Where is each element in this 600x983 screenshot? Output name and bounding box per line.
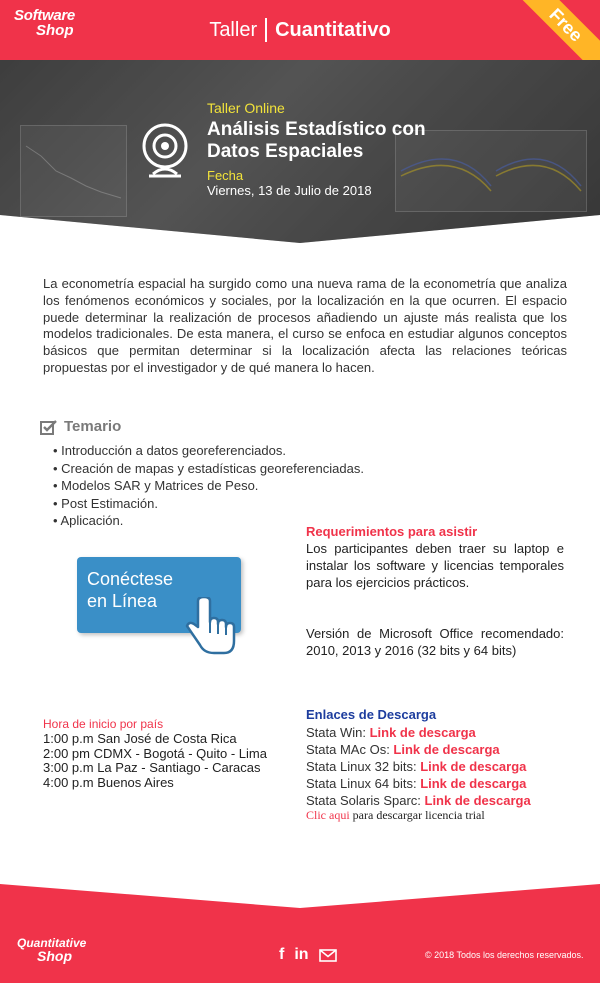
email-icon[interactable]: [319, 949, 337, 962]
requirements-title: Requerimientos para asistir: [306, 524, 478, 539]
hero-title: [207, 119, 426, 163]
social-links: [279, 946, 337, 964]
hero-subtitle: Taller Online: [207, 100, 285, 116]
download-link[interactable]: Link de descarga: [393, 742, 500, 757]
linkedin-icon[interactable]: in: [294, 946, 309, 963]
copyright-text: © 2018 Todos los derechos reservados.: [425, 950, 584, 960]
free-ribbon: Free: [514, 0, 600, 60]
requirements-body: Los participantes deben traer su laptop e instalar los software y licencias temporales para los ejercicios prácticos.: [306, 541, 564, 590]
footer-logo-line1: Quantitative: [17, 936, 87, 950]
download-label: Stata Solaris Sparc:: [306, 793, 425, 808]
download-label: Stata MAc Os:: [306, 742, 394, 757]
intro-paragraph: La econometría espacial ha surgido como una nueva rama de la econometría que analiza los fenómenos económicos y sociales, por la localización en la que ocurren. El espacio puede determinar la realización de procesos añadiendo un ajuste más realista que los modelos tradicionales. De esta manera, el curso se enfoca en estudiar algunos conceptos básicos que permitan determinar si la localización afecta las relaciones teóricas propuestas por el investigador y de qué manera lo hacen.: [43, 276, 567, 375]
start-time-list: [43, 732, 267, 790]
header-divider: [265, 18, 267, 42]
temario-title: Temario: [64, 418, 122, 435]
temario-heading: [40, 418, 121, 435]
download-link[interactable]: Link de descarga: [420, 776, 527, 791]
download-label: Stata Linux 64 bits:: [306, 776, 421, 791]
list-item: • Post Estimación.: [53, 495, 364, 513]
download-link[interactable]: Link de descarga: [369, 725, 476, 740]
download-link[interactable]: Link de descarga: [420, 759, 527, 774]
list-item: 1:00 p.m San José de Costa Rica: [43, 731, 237, 746]
hero-date-label: Fecha: [207, 168, 244, 183]
downloads-title: Enlaces de Descarga: [306, 707, 437, 722]
requirements-version: Versión de Microsoft Office recomendado: 2010, 2013 y 2016 (32 bits y 64 bits): [306, 626, 564, 658]
list-item: 2:00 pm CDMX - Bogotá - Quito - Lima: [43, 745, 267, 761]
header-bar: [0, 0, 600, 60]
quantitative-shop-logo[interactable]: [17, 937, 86, 963]
trial-license-line: [306, 808, 485, 823]
logo-line1: Software: [14, 7, 75, 24]
list-item: • Introducción a datos georeferenciados.: [53, 442, 364, 460]
hero-date: Viernes, 13 de Julio de 2018: [207, 183, 372, 198]
logo-line2: Shop: [36, 22, 74, 39]
download-link[interactable]: Link de descarga: [424, 793, 531, 808]
checkbox-icon: [40, 419, 58, 435]
footer-bar: [0, 884, 600, 983]
download-label: Stata Win:: [306, 725, 370, 740]
download-row-linux32: [306, 758, 531, 775]
trial-text: para descargar licencia trial: [349, 808, 485, 822]
list-item: • Creación de mapas y estadísticas georeferenciadas.: [53, 460, 364, 478]
temario-list: [53, 442, 364, 530]
list-item: • Aplicación.: [53, 512, 364, 530]
list-item: 4:00 p.m Buenos Aires: [43, 774, 174, 790]
facebook-icon[interactable]: f: [279, 946, 285, 963]
hand-pointer-icon[interactable]: [180, 597, 242, 659]
list-item: 3:00 p.m La Paz - Santiago - Caracas: [43, 760, 261, 775]
hero-title-line2: Datos Espaciales: [207, 141, 364, 162]
downloads-list: [306, 724, 531, 809]
download-row-mac: [306, 741, 531, 758]
connect-line2: en Línea: [87, 591, 158, 611]
download-label: Stata Linux 32 bits:: [306, 759, 421, 774]
webcam-icon: [133, 118, 197, 182]
start-time-title: Hora de inicio por país: [43, 717, 164, 731]
hero-title-line1: Análisis Estadístico con: [207, 119, 426, 140]
download-row-win: [306, 724, 531, 741]
list-item: • Modelos SAR y Matrices de Peso.: [53, 477, 364, 495]
download-row-solaris: [306, 792, 531, 809]
download-row-linux64: [306, 775, 531, 792]
header-title: [0, 0, 600, 60]
header-title-light: Taller: [209, 18, 258, 41]
footer-logo-line2: Shop: [37, 948, 72, 964]
header-title-bold: Cuantitativo: [275, 18, 391, 41]
connect-line1: Conéctese: [87, 569, 174, 589]
trial-link[interactable]: Clic aqui: [306, 808, 350, 822]
